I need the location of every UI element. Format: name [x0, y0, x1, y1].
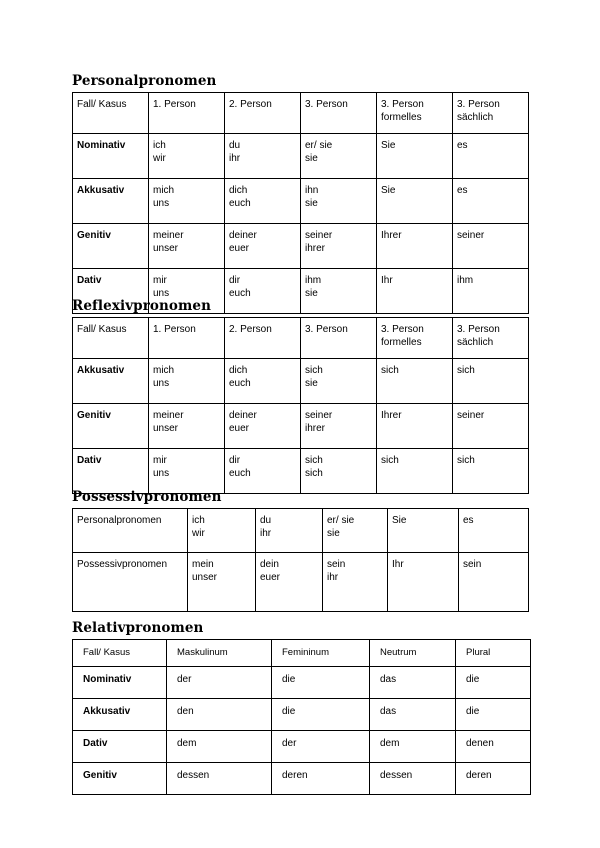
- cell-line: sie: [305, 378, 318, 389]
- table-cell: [167, 763, 272, 795]
- cell-line: die: [466, 706, 480, 717]
- cell-line: Fall/ Kasus: [77, 324, 127, 335]
- cell-line: dir: [229, 455, 241, 466]
- table-cell: [377, 179, 453, 224]
- cell-line: du: [260, 515, 272, 526]
- table-cell: [149, 179, 225, 224]
- cell-line: euer: [229, 423, 250, 434]
- cell-line: Nominativ: [83, 674, 132, 685]
- cell-line: mir: [153, 275, 167, 286]
- cell-line: Akkusativ: [83, 706, 131, 717]
- table-cell: [225, 404, 301, 449]
- table-cell: [272, 731, 370, 763]
- cell-line: das: [380, 706, 397, 717]
- column-header: [272, 640, 370, 667]
- relativpronomen-table: [72, 639, 531, 795]
- cell-line: euch: [229, 378, 251, 389]
- cell-line: Akkusativ: [77, 185, 125, 196]
- cell-line: seiner: [457, 410, 485, 421]
- cell-line: seiner: [305, 230, 333, 241]
- table-cell: [301, 224, 377, 269]
- table-header-row: [73, 93, 529, 134]
- personalpronomen-table: [72, 92, 529, 314]
- cell-line: sächlich: [457, 112, 494, 123]
- table-row: [73, 404, 529, 449]
- cell-line: Nominativ: [77, 140, 126, 151]
- cell-line: er/ sie: [327, 515, 355, 526]
- table-cell: [377, 134, 453, 179]
- cell-line: Fall/ Kasus: [77, 99, 127, 110]
- column-header: [377, 318, 453, 359]
- cell-line: sein: [463, 559, 482, 570]
- column-header: [301, 318, 377, 359]
- cell-line: sich: [305, 455, 323, 466]
- row-header: [73, 224, 149, 269]
- cell-line: 3. Person: [381, 99, 424, 110]
- table-cell: [377, 269, 453, 314]
- table-cell: [453, 134, 529, 179]
- cell-line: Maskulinum: [177, 647, 228, 658]
- table-cell: [301, 134, 377, 179]
- row-header: [73, 731, 167, 763]
- row-header: [73, 699, 167, 731]
- cell-line: Plural: [466, 647, 491, 658]
- relativpronomen-heading: Relativpronomen: [72, 620, 204, 636]
- cell-line: uns: [153, 378, 170, 389]
- cell-line: wir: [192, 528, 205, 539]
- reflexivpronomen-table: [72, 317, 529, 494]
- cell-line: formelles: [381, 112, 422, 123]
- table-cell: [301, 359, 377, 404]
- table-cell: [301, 179, 377, 224]
- row-header: [73, 449, 149, 494]
- cell-line: unser: [192, 572, 218, 583]
- cell-line: ihm: [457, 275, 474, 286]
- table-cell: [377, 404, 453, 449]
- cell-line: dein: [260, 559, 279, 570]
- table-cell: [188, 553, 256, 612]
- cell-line: mein: [192, 559, 214, 570]
- cell-line: meiner: [153, 410, 184, 421]
- row-header: [73, 763, 167, 795]
- cell-line: Ihr: [392, 559, 404, 570]
- cell-line: euch: [229, 288, 251, 299]
- cell-line: Dativ: [83, 738, 108, 749]
- cell-line: ich: [192, 515, 205, 526]
- cell-line: den: [177, 706, 194, 717]
- cell-line: unser: [153, 243, 179, 254]
- table-cell: [225, 269, 301, 314]
- cell-line: Sie: [392, 515, 407, 526]
- cell-line: sich: [457, 365, 475, 376]
- cell-line: die: [466, 674, 480, 685]
- personalpronomen-heading: Personalpronomen: [72, 73, 217, 89]
- cell-line: Neutrum: [380, 647, 417, 658]
- cell-line: 3. Person: [381, 324, 424, 335]
- cell-line: Fall/ Kasus: [83, 647, 130, 658]
- cell-line: Personalpronomen: [77, 515, 162, 526]
- cell-line: 3. Person: [305, 99, 348, 110]
- reflexivpronomen-heading: Reflexivpronomen: [72, 298, 212, 314]
- cell-line: uns: [153, 468, 170, 479]
- cell-line: seiner: [305, 410, 333, 421]
- cell-line: sein: [327, 559, 346, 570]
- table-cell: [456, 667, 531, 699]
- column-header: [453, 318, 529, 359]
- table-cell: [456, 731, 531, 763]
- cell-line: denen: [466, 738, 494, 749]
- table-cell: [272, 667, 370, 699]
- table-row: [73, 179, 529, 224]
- cell-line: meiner: [153, 230, 184, 241]
- cell-line: es: [457, 185, 468, 196]
- cell-line: 3. Person: [305, 324, 348, 335]
- cell-line: dessen: [380, 770, 413, 781]
- table-cell: [188, 509, 256, 553]
- table-cell: [456, 699, 531, 731]
- row-header: [73, 404, 149, 449]
- cell-line: sie: [305, 153, 318, 164]
- row-header: [73, 667, 167, 699]
- table-cell: [256, 553, 323, 612]
- cell-line: der: [177, 674, 192, 685]
- cell-line: die: [282, 706, 296, 717]
- cell-line: sie: [305, 288, 318, 299]
- table-row: [73, 224, 529, 269]
- cell-line: 2. Person: [229, 99, 272, 110]
- table-row: [73, 731, 531, 763]
- table-cell: [149, 449, 225, 494]
- cell-line: ihr: [260, 528, 272, 539]
- table-cell: [377, 359, 453, 404]
- column-header: [73, 640, 167, 667]
- cell-line: 3. Person: [457, 99, 500, 110]
- cell-line: Genitiv: [83, 770, 117, 781]
- cell-line: 1. Person: [153, 99, 196, 110]
- table-cell: [225, 449, 301, 494]
- table-cell: [388, 553, 459, 612]
- cell-line: Dativ: [77, 275, 102, 286]
- cell-line: ihrer: [305, 423, 326, 434]
- table-cell: [73, 553, 188, 612]
- cell-line: ich: [153, 140, 166, 151]
- column-header: [73, 93, 149, 134]
- column-header: [370, 640, 456, 667]
- row-header: [73, 179, 149, 224]
- cell-line: Femininum: [282, 647, 329, 658]
- table-cell: [256, 509, 323, 553]
- table-row: [73, 449, 529, 494]
- cell-line: 1. Person: [153, 324, 196, 335]
- column-header: [301, 93, 377, 134]
- column-header: [73, 318, 149, 359]
- cell-line: sie: [305, 198, 318, 209]
- table-cell: [370, 763, 456, 795]
- cell-line: dich: [229, 365, 248, 376]
- cell-line: deiner: [229, 230, 257, 241]
- cell-line: Possessivpronomen: [77, 559, 168, 570]
- cell-line: die: [282, 674, 296, 685]
- column-header: [225, 318, 301, 359]
- table-cell: [149, 404, 225, 449]
- table-cell: [370, 731, 456, 763]
- table-cell: [456, 763, 531, 795]
- cell-line: sie: [327, 528, 340, 539]
- table-header-row: [73, 318, 529, 359]
- possessivpronomen-table: [72, 508, 529, 612]
- cell-line: Sie: [381, 185, 396, 196]
- cell-line: Ihr: [381, 275, 393, 286]
- cell-line: das: [380, 674, 397, 685]
- table-cell: [459, 509, 529, 553]
- table-cell: [225, 179, 301, 224]
- cell-line: 3. Person: [457, 324, 500, 335]
- cell-line: euch: [229, 198, 251, 209]
- table-cell: [453, 269, 529, 314]
- cell-line: deren: [282, 770, 308, 781]
- cell-line: er/ sie: [305, 140, 333, 151]
- table-row: [73, 667, 531, 699]
- cell-line: sich: [457, 455, 475, 466]
- table-row: [73, 134, 529, 179]
- possessivpronomen-heading: Possessivpronomen: [72, 489, 222, 505]
- cell-line: euer: [260, 572, 281, 583]
- table-cell: [377, 224, 453, 269]
- cell-line: Sie: [381, 140, 396, 151]
- cell-line: dem: [380, 738, 400, 749]
- cell-line: unser: [153, 423, 179, 434]
- table-cell: [149, 359, 225, 404]
- row-header: [73, 134, 149, 179]
- cell-line: wir: [153, 153, 166, 164]
- cell-line: sich: [305, 468, 323, 479]
- cell-line: dich: [229, 185, 248, 196]
- table-cell: [370, 667, 456, 699]
- column-header: [456, 640, 531, 667]
- table-cell: [225, 224, 301, 269]
- table-cell: [453, 359, 529, 404]
- cell-line: dir: [229, 275, 241, 286]
- column-header: [149, 93, 225, 134]
- column-header: [453, 93, 529, 134]
- table-cell: [225, 134, 301, 179]
- row-header: [73, 359, 149, 404]
- table-cell: [459, 553, 529, 612]
- cell-line: du: [229, 140, 241, 151]
- cell-line: Genitiv: [77, 410, 111, 421]
- cell-line: sächlich: [457, 337, 494, 348]
- table-cell: [149, 224, 225, 269]
- table-cell: [167, 699, 272, 731]
- cell-line: ihrer: [305, 243, 326, 254]
- column-header: [377, 93, 453, 134]
- table-cell: [149, 134, 225, 179]
- cell-line: sich: [381, 455, 399, 466]
- table-row: [73, 763, 531, 795]
- table-cell: [323, 553, 388, 612]
- cell-line: ihm: [305, 275, 322, 286]
- table-cell: [225, 359, 301, 404]
- table-cell: [272, 763, 370, 795]
- table-cell: [301, 449, 377, 494]
- cell-line: Ihrer: [381, 410, 402, 421]
- cell-line: es: [457, 140, 468, 151]
- cell-line: mir: [153, 455, 167, 466]
- cell-line: uns: [153, 198, 170, 209]
- table-header-row: [73, 640, 531, 667]
- column-header: [167, 640, 272, 667]
- table-cell: [301, 404, 377, 449]
- cell-line: ihr: [229, 153, 241, 164]
- cell-line: euer: [229, 243, 250, 254]
- cell-line: es: [463, 515, 474, 526]
- cell-line: Dativ: [77, 455, 102, 466]
- table-cell: [272, 699, 370, 731]
- cell-line: 2. Person: [229, 324, 272, 335]
- table-cell: [453, 404, 529, 449]
- cell-line: deren: [466, 770, 492, 781]
- cell-line: mich: [153, 365, 175, 376]
- table-cell: [301, 269, 377, 314]
- table-cell: [388, 509, 459, 553]
- cell-line: euch: [229, 468, 251, 479]
- table-cell: [453, 179, 529, 224]
- table-cell: [453, 449, 529, 494]
- cell-line: ihn: [305, 185, 319, 196]
- table-cell: [167, 731, 272, 763]
- table-cell: [453, 224, 529, 269]
- table-cell: [323, 509, 388, 553]
- table-row: [73, 699, 531, 731]
- cell-line: Ihrer: [381, 230, 402, 241]
- table-cell: [167, 667, 272, 699]
- cell-line: dem: [177, 738, 197, 749]
- table-cell: [377, 449, 453, 494]
- cell-line: sich: [381, 365, 399, 376]
- cell-line: der: [282, 738, 297, 749]
- cell-line: Genitiv: [77, 230, 111, 241]
- cell-line: dessen: [177, 770, 210, 781]
- table-cell: [73, 509, 188, 553]
- column-header: [225, 93, 301, 134]
- cell-line: ihr: [327, 572, 339, 583]
- table-row: [73, 509, 529, 553]
- cell-line: uns: [153, 288, 170, 299]
- cell-line: Akkusativ: [77, 365, 125, 376]
- column-header: [149, 318, 225, 359]
- cell-line: mich: [153, 185, 175, 196]
- cell-line: formelles: [381, 337, 422, 348]
- cell-line: sich: [305, 365, 323, 376]
- table-cell: [370, 699, 456, 731]
- cell-line: deiner: [229, 410, 257, 421]
- cell-line: seiner: [457, 230, 485, 241]
- table-row: [73, 359, 529, 404]
- table-row: [73, 553, 529, 612]
